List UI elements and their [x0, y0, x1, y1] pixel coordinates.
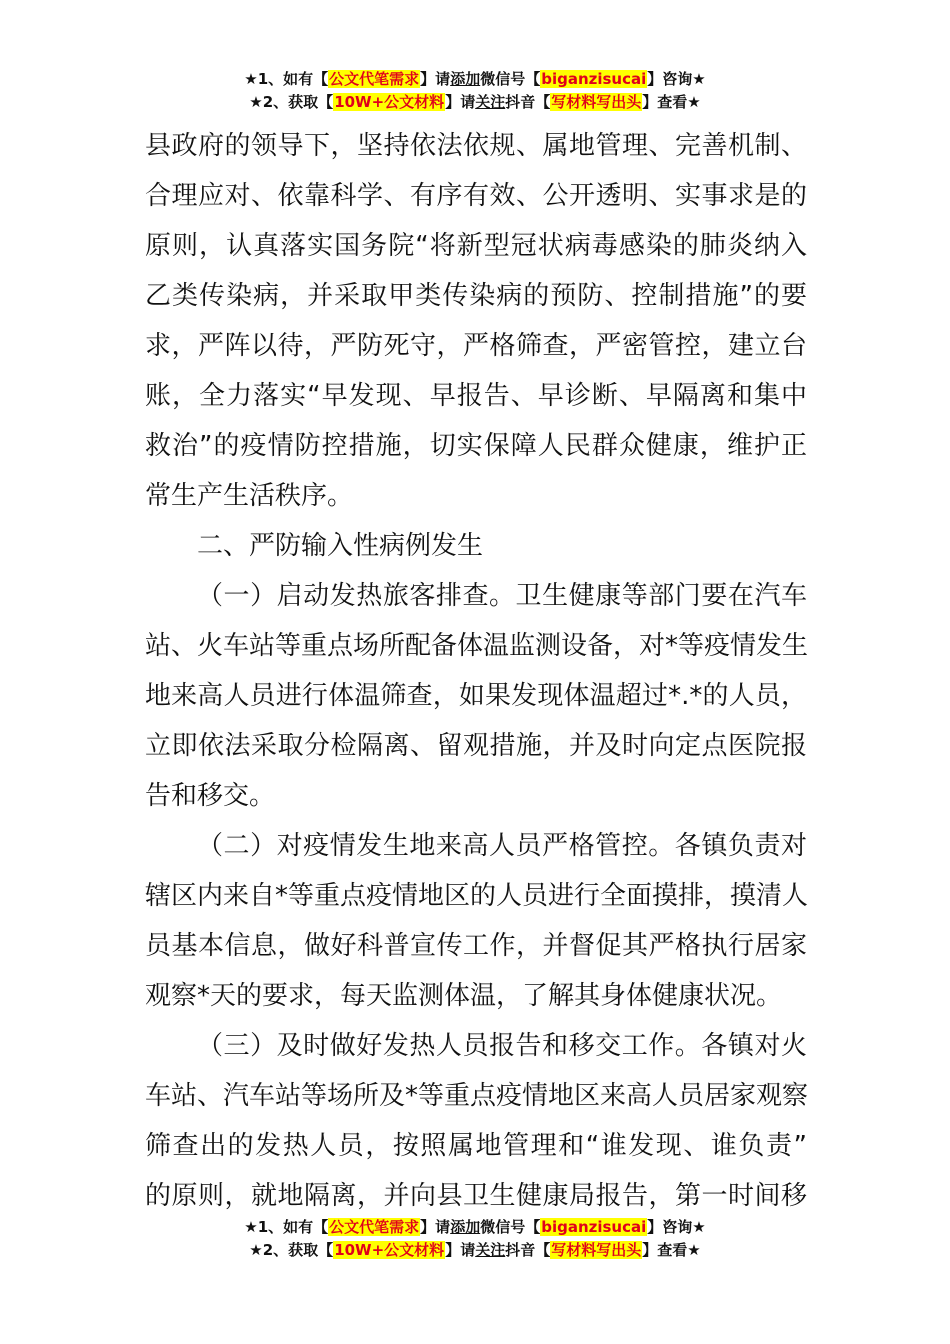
highlight-materials: 10W+公文材料	[334, 1241, 445, 1259]
highlight-service: 公文代笔需求	[329, 70, 420, 88]
footer-banner	[0, 1216, 950, 1262]
body-line: （一）启动发热旅客排查。卫生健康等部门要在汽车	[197, 581, 807, 611]
body-line: 站、火车站等重点场所配备体温监测设备，对*等疫情发生	[145, 631, 809, 661]
document-body	[145, 121, 807, 1221]
body-line: （三）及时做好发热人员报告和移交工作。各镇对火	[197, 1031, 807, 1061]
body-line: 救治”的疫情防控措施，切实保障人民群众健康，维护正	[145, 431, 807, 461]
body-line: 观察*天的要求，每天监测体温，了解其身体健康状况。	[145, 981, 783, 1011]
highlight-service: 公文代笔需求	[329, 1218, 420, 1236]
body-line: 合理应对、依靠科学、有序有效、公开透明、实事求是的	[145, 181, 807, 211]
body-line: 的原则，就地隔离，并向县卫生健康局报告，第一时间移	[145, 1181, 807, 1211]
highlight-douyin-account: 写材料写出头	[551, 93, 642, 111]
banner-line-1: ★1、如有【公文代笔需求】请添加微信号【biganzisucai】咨询★	[244, 1218, 706, 1236]
body-line: （二）对疫情发生地来高人员严格管控。各镇负责对	[197, 831, 807, 861]
banner-line-2: ★2、获取【10W+公文材料】请关注抖音【写材料写出头】查看★	[249, 93, 701, 111]
body-line: 县政府的领导下，坚持依法依规、属地管理、完善机制、	[145, 131, 807, 161]
banner-line-2: ★2、获取【10W+公文材料】请关注抖音【写材料写出头】查看★	[249, 1241, 701, 1259]
body-line: 立即依法采取分检隔离、留观措施，并及时向定点医院报	[145, 731, 807, 761]
body-line: 原则，认真落实国务院“将新型冠状病毒感染的肺炎纳入	[145, 231, 807, 261]
highlight-wechat-id: biganzisucai	[541, 1218, 647, 1236]
body-line: 地来高人员进行体温筛查，如果发现体温超过*.*的人员，	[145, 681, 807, 711]
header-banner	[0, 68, 950, 114]
body-line: 告和移交。	[145, 781, 276, 811]
body-line: 乙类传染病，并采取甲类传染病的预防、控制措施”的要	[145, 281, 807, 311]
banner-line-1: ★1、如有【公文代笔需求】请添加微信号【biganzisucai】咨询★	[244, 70, 706, 88]
body-line: 辖区内来自*等重点疫情地区的人员进行全面摸排，摸清人	[145, 881, 809, 911]
highlight-materials: 10W+公文材料	[334, 93, 445, 111]
body-line: 筛查出的发热人员，按照属地管理和“谁发现、谁负责”	[145, 1131, 807, 1161]
body-line: 车站、汽车站等场所及*等重点疫情地区来高人员居家观察	[145, 1081, 809, 1111]
section-heading: 二、严防输入性病例发生	[197, 531, 484, 561]
body-line: 求，严阵以待，严防死守，严格筛查，严密管控，建立台	[145, 331, 807, 361]
body-line: 账，全力落实“早发现、早报告、早诊断、早隔离和集中	[145, 381, 807, 411]
body-line: 员基本信息，做好科普宣传工作，并督促其严格执行居家	[145, 931, 807, 961]
highlight-wechat-id: biganzisucai	[541, 70, 647, 88]
highlight-douyin-account: 写材料写出头	[551, 1241, 642, 1259]
body-line: 常生产生活秩序。	[145, 481, 354, 511]
